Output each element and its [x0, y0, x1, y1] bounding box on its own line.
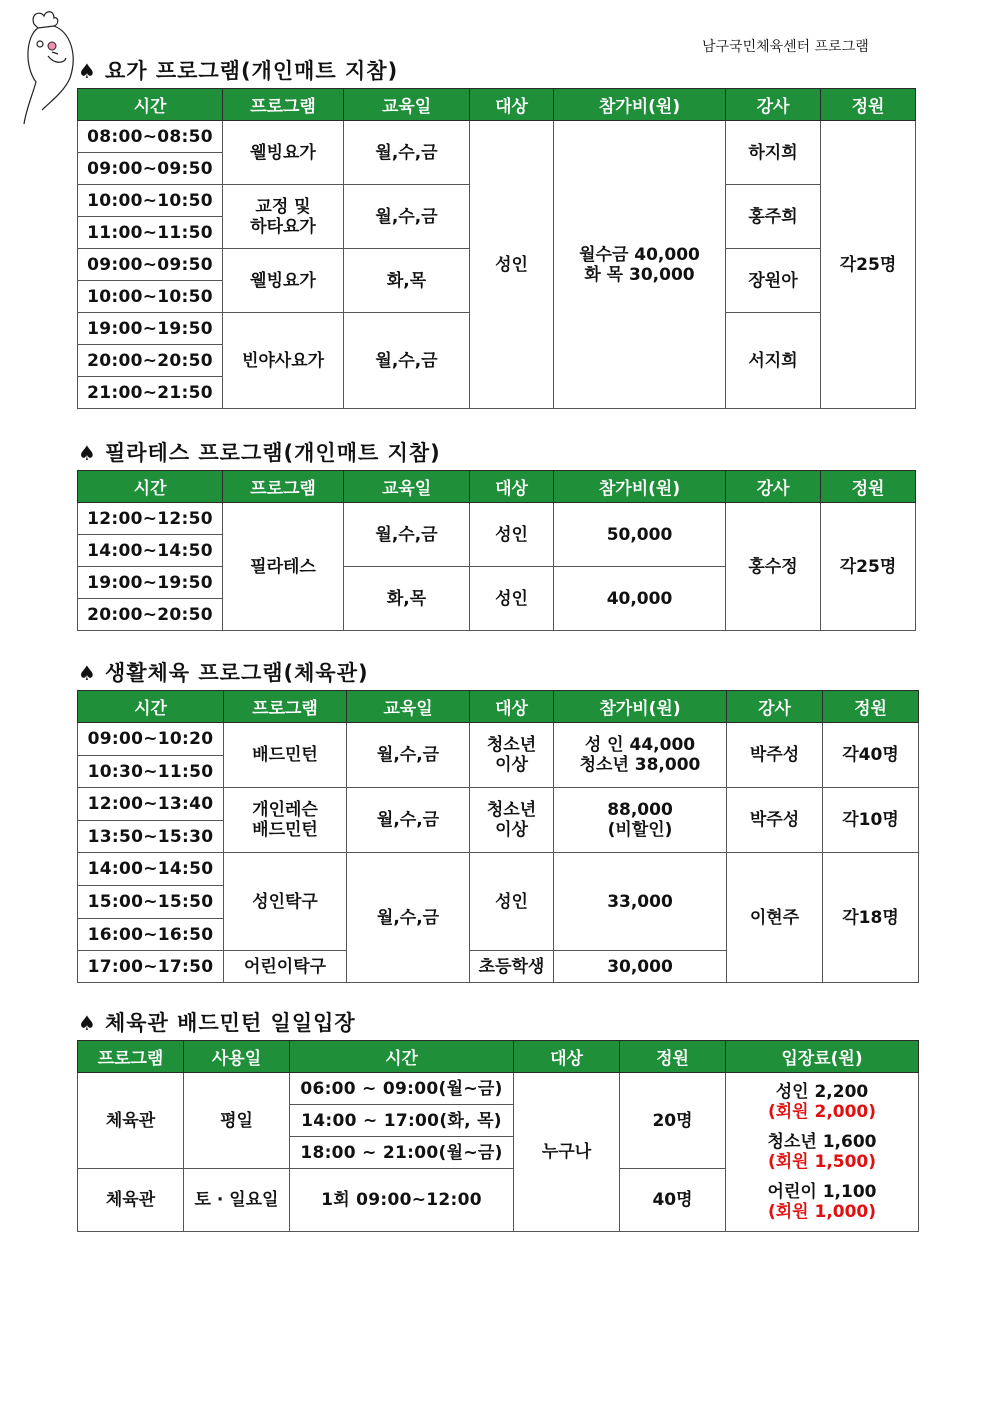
- capacity-cell: 각25명: [821, 121, 916, 409]
- col-header-fee: 참가비(원): [554, 691, 727, 723]
- col-header-program: 프로그램: [78, 1041, 184, 1073]
- program-cell: 교정 및 하타요가: [223, 185, 344, 249]
- time-cell: 14:00~14:50: [78, 535, 223, 567]
- use-day-cell: 토 · 일요일: [184, 1169, 290, 1232]
- program-cell: 어린이탁구: [224, 951, 347, 983]
- col-header-fee: 참가비(원): [554, 471, 726, 503]
- admission-fee-cell: [726, 1073, 919, 1232]
- daily-table: [77, 1040, 919, 1232]
- col-header-target: 대상: [470, 691, 554, 723]
- time-cell: 18:00 ~ 21:00(월~금): [290, 1137, 514, 1169]
- days-cell: 월,수,금: [344, 503, 470, 567]
- time-cell: 09:00~10:20: [78, 723, 224, 756]
- fee-adult-member: (회원 2,000): [767, 1102, 877, 1122]
- daily-section-title: ♠ 체육관 배드민턴 일일입장: [78, 1011, 356, 1035]
- capacity-cell: 20명: [620, 1073, 726, 1169]
- col-header-program: 프로그램: [223, 471, 344, 503]
- time-cell: 21:00~21:50: [78, 377, 223, 409]
- time-cell: 10:30~11:50: [78, 756, 224, 788]
- col-header-time: 시간: [78, 691, 224, 723]
- program-cell: 웰빙요가: [223, 121, 344, 185]
- sports-section-title: ♠ 생활체육 프로그램(체육관): [78, 661, 369, 685]
- instructor-cell: 서지희: [726, 313, 821, 409]
- fee-child: 어린이 1,100: [767, 1182, 877, 1202]
- use-day-cell: 평일: [184, 1073, 290, 1169]
- yoga-section-title: ♠ 요가 프로그램(개인매트 지참): [78, 59, 399, 83]
- time-cell: 08:00~08:50: [78, 121, 223, 153]
- instructor-cell: 박주성: [727, 723, 823, 788]
- program-cell: 빈야사요가: [223, 313, 344, 409]
- fee-cell: 88,000 (비할인): [554, 788, 727, 853]
- col-header-use-day: 사용일: [184, 1041, 290, 1073]
- instructor-cell: 하지희: [726, 121, 821, 185]
- col-header-capacity: 정원: [821, 471, 916, 503]
- center-name: 남구국민체육센터 프로그램: [702, 39, 869, 55]
- time-cell: 09:00~09:50: [78, 153, 223, 185]
- instructor-cell: 박주성: [727, 788, 823, 853]
- target-cell: 누구나: [514, 1073, 620, 1232]
- time-cell: 1회 09:00~12:00: [290, 1169, 514, 1232]
- days-cell: 월,수,금: [347, 723, 470, 788]
- time-cell: 12:00~12:50: [78, 503, 223, 535]
- target-cell: 성인: [470, 853, 554, 951]
- time-cell: 11:00~11:50: [78, 217, 223, 249]
- time-cell: 14:00 ~ 17:00(화, 목): [290, 1105, 514, 1137]
- program-cell: 웰빙요가: [223, 249, 344, 313]
- program-cell: 개인레슨 배드민턴: [224, 788, 347, 853]
- yoga-table: [77, 88, 916, 409]
- time-cell: 15:00~15:50: [78, 886, 224, 919]
- spade-icon: ♠: [78, 59, 97, 83]
- fee-cell: 40,000: [554, 567, 726, 631]
- fee-cell: 30,000: [554, 951, 727, 983]
- fee-cell: 50,000: [554, 503, 726, 567]
- fee-cell: 성 인 44,000 청소년 38,000: [554, 723, 727, 788]
- fee-adult: 성인 2,200: [775, 1082, 869, 1102]
- time-cell: 16:00~16:50: [78, 919, 224, 951]
- days-cell: 월,수,금: [347, 853, 470, 983]
- time-cell: 20:00~20:50: [78, 345, 223, 377]
- col-header-time: 시간: [78, 89, 223, 121]
- fee-youth-member: (회원 1,500): [767, 1152, 877, 1172]
- capacity-cell: 각18명: [823, 853, 919, 983]
- col-header-instructor: 강사: [726, 471, 821, 503]
- time-cell: 13:50~15:30: [78, 821, 224, 853]
- instructor-cell: 장원아: [726, 249, 821, 313]
- spade-icon: ♠: [78, 1011, 97, 1035]
- col-header-capacity: 정원: [821, 89, 916, 121]
- col-header-days: 교육일: [347, 691, 470, 723]
- instructor-cell: 홍수정: [726, 503, 821, 631]
- fee-youth: 청소년 1,600: [767, 1132, 877, 1152]
- col-header-target: 대상: [514, 1041, 620, 1073]
- days-cell: 월,수,금: [344, 121, 470, 185]
- col-header-target: 대상: [470, 471, 554, 503]
- program-cell: 필라테스: [223, 503, 344, 631]
- target-cell: 성인: [470, 121, 554, 409]
- time-cell: 10:00~10:50: [78, 185, 223, 217]
- col-header-admission-fee: 입장료(원): [726, 1041, 919, 1073]
- instructor-cell: 이현주: [727, 853, 823, 983]
- program-cell: 체육관: [78, 1073, 184, 1169]
- col-header-instructor: 강사: [726, 89, 821, 121]
- fee-child-member: (회원 1,000): [767, 1202, 877, 1222]
- target-cell: 성인: [470, 503, 554, 567]
- col-header-capacity: 정원: [620, 1041, 726, 1073]
- instructor-cell: 홍주희: [726, 185, 821, 249]
- col-header-instructor: 강사: [727, 691, 823, 723]
- col-header-target: 대상: [470, 89, 554, 121]
- pilates-table: [77, 470, 916, 631]
- target-cell: 청소년 이상: [470, 788, 554, 853]
- capacity-cell: 40명: [620, 1169, 726, 1232]
- capacity-cell: 각40명: [823, 723, 919, 788]
- target-cell: 초등학생: [470, 951, 554, 983]
- col-header-program: 프로그램: [223, 89, 344, 121]
- col-header-program: 프로그램: [224, 691, 347, 723]
- days-cell: 월,수,금: [347, 788, 470, 853]
- time-cell: 06:00 ~ 09:00(월~금): [290, 1073, 514, 1105]
- days-cell: 화,목: [344, 249, 470, 313]
- time-cell: 19:00~19:50: [78, 313, 223, 345]
- days-cell: 월,수,금: [344, 185, 470, 249]
- fee-cell: 33,000: [554, 853, 727, 951]
- capacity-cell: 각10명: [823, 788, 919, 853]
- col-header-time: 시간: [290, 1041, 514, 1073]
- col-header-capacity: 정원: [823, 691, 919, 723]
- time-cell: 20:00~20:50: [78, 599, 223, 631]
- col-header-fee: 참가비(원): [554, 89, 726, 121]
- capacity-cell: 각25명: [821, 503, 916, 631]
- time-cell: 19:00~19:50: [78, 567, 223, 599]
- time-cell: 10:00~10:50: [78, 281, 223, 313]
- target-cell: 성인: [470, 567, 554, 631]
- time-cell: 14:00~14:50: [78, 853, 224, 886]
- time-cell: 09:00~09:50: [78, 249, 223, 281]
- days-cell: 월,수,금: [344, 313, 470, 409]
- program-cell: 성인탁구: [224, 853, 347, 951]
- fee-cell: 월수금 40,000 화 목 30,000: [554, 121, 726, 409]
- spade-icon: ♠: [78, 441, 97, 465]
- days-cell: 화,목: [344, 567, 470, 631]
- col-header-days: 교육일: [344, 471, 470, 503]
- pilates-section-title: ♠ 필라테스 프로그램(개인매트 지참): [78, 441, 441, 465]
- target-cell: 청소년 이상: [470, 723, 554, 788]
- time-cell: 17:00~17:50: [78, 951, 224, 983]
- program-cell: 체육관: [78, 1169, 184, 1232]
- spade-icon: ♠: [78, 661, 97, 685]
- sports-table: [77, 690, 919, 983]
- col-header-time: 시간: [78, 471, 223, 503]
- program-cell: 배드민턴: [224, 723, 347, 788]
- col-header-days: 교육일: [344, 89, 470, 121]
- time-cell: 12:00~13:40: [78, 788, 224, 821]
